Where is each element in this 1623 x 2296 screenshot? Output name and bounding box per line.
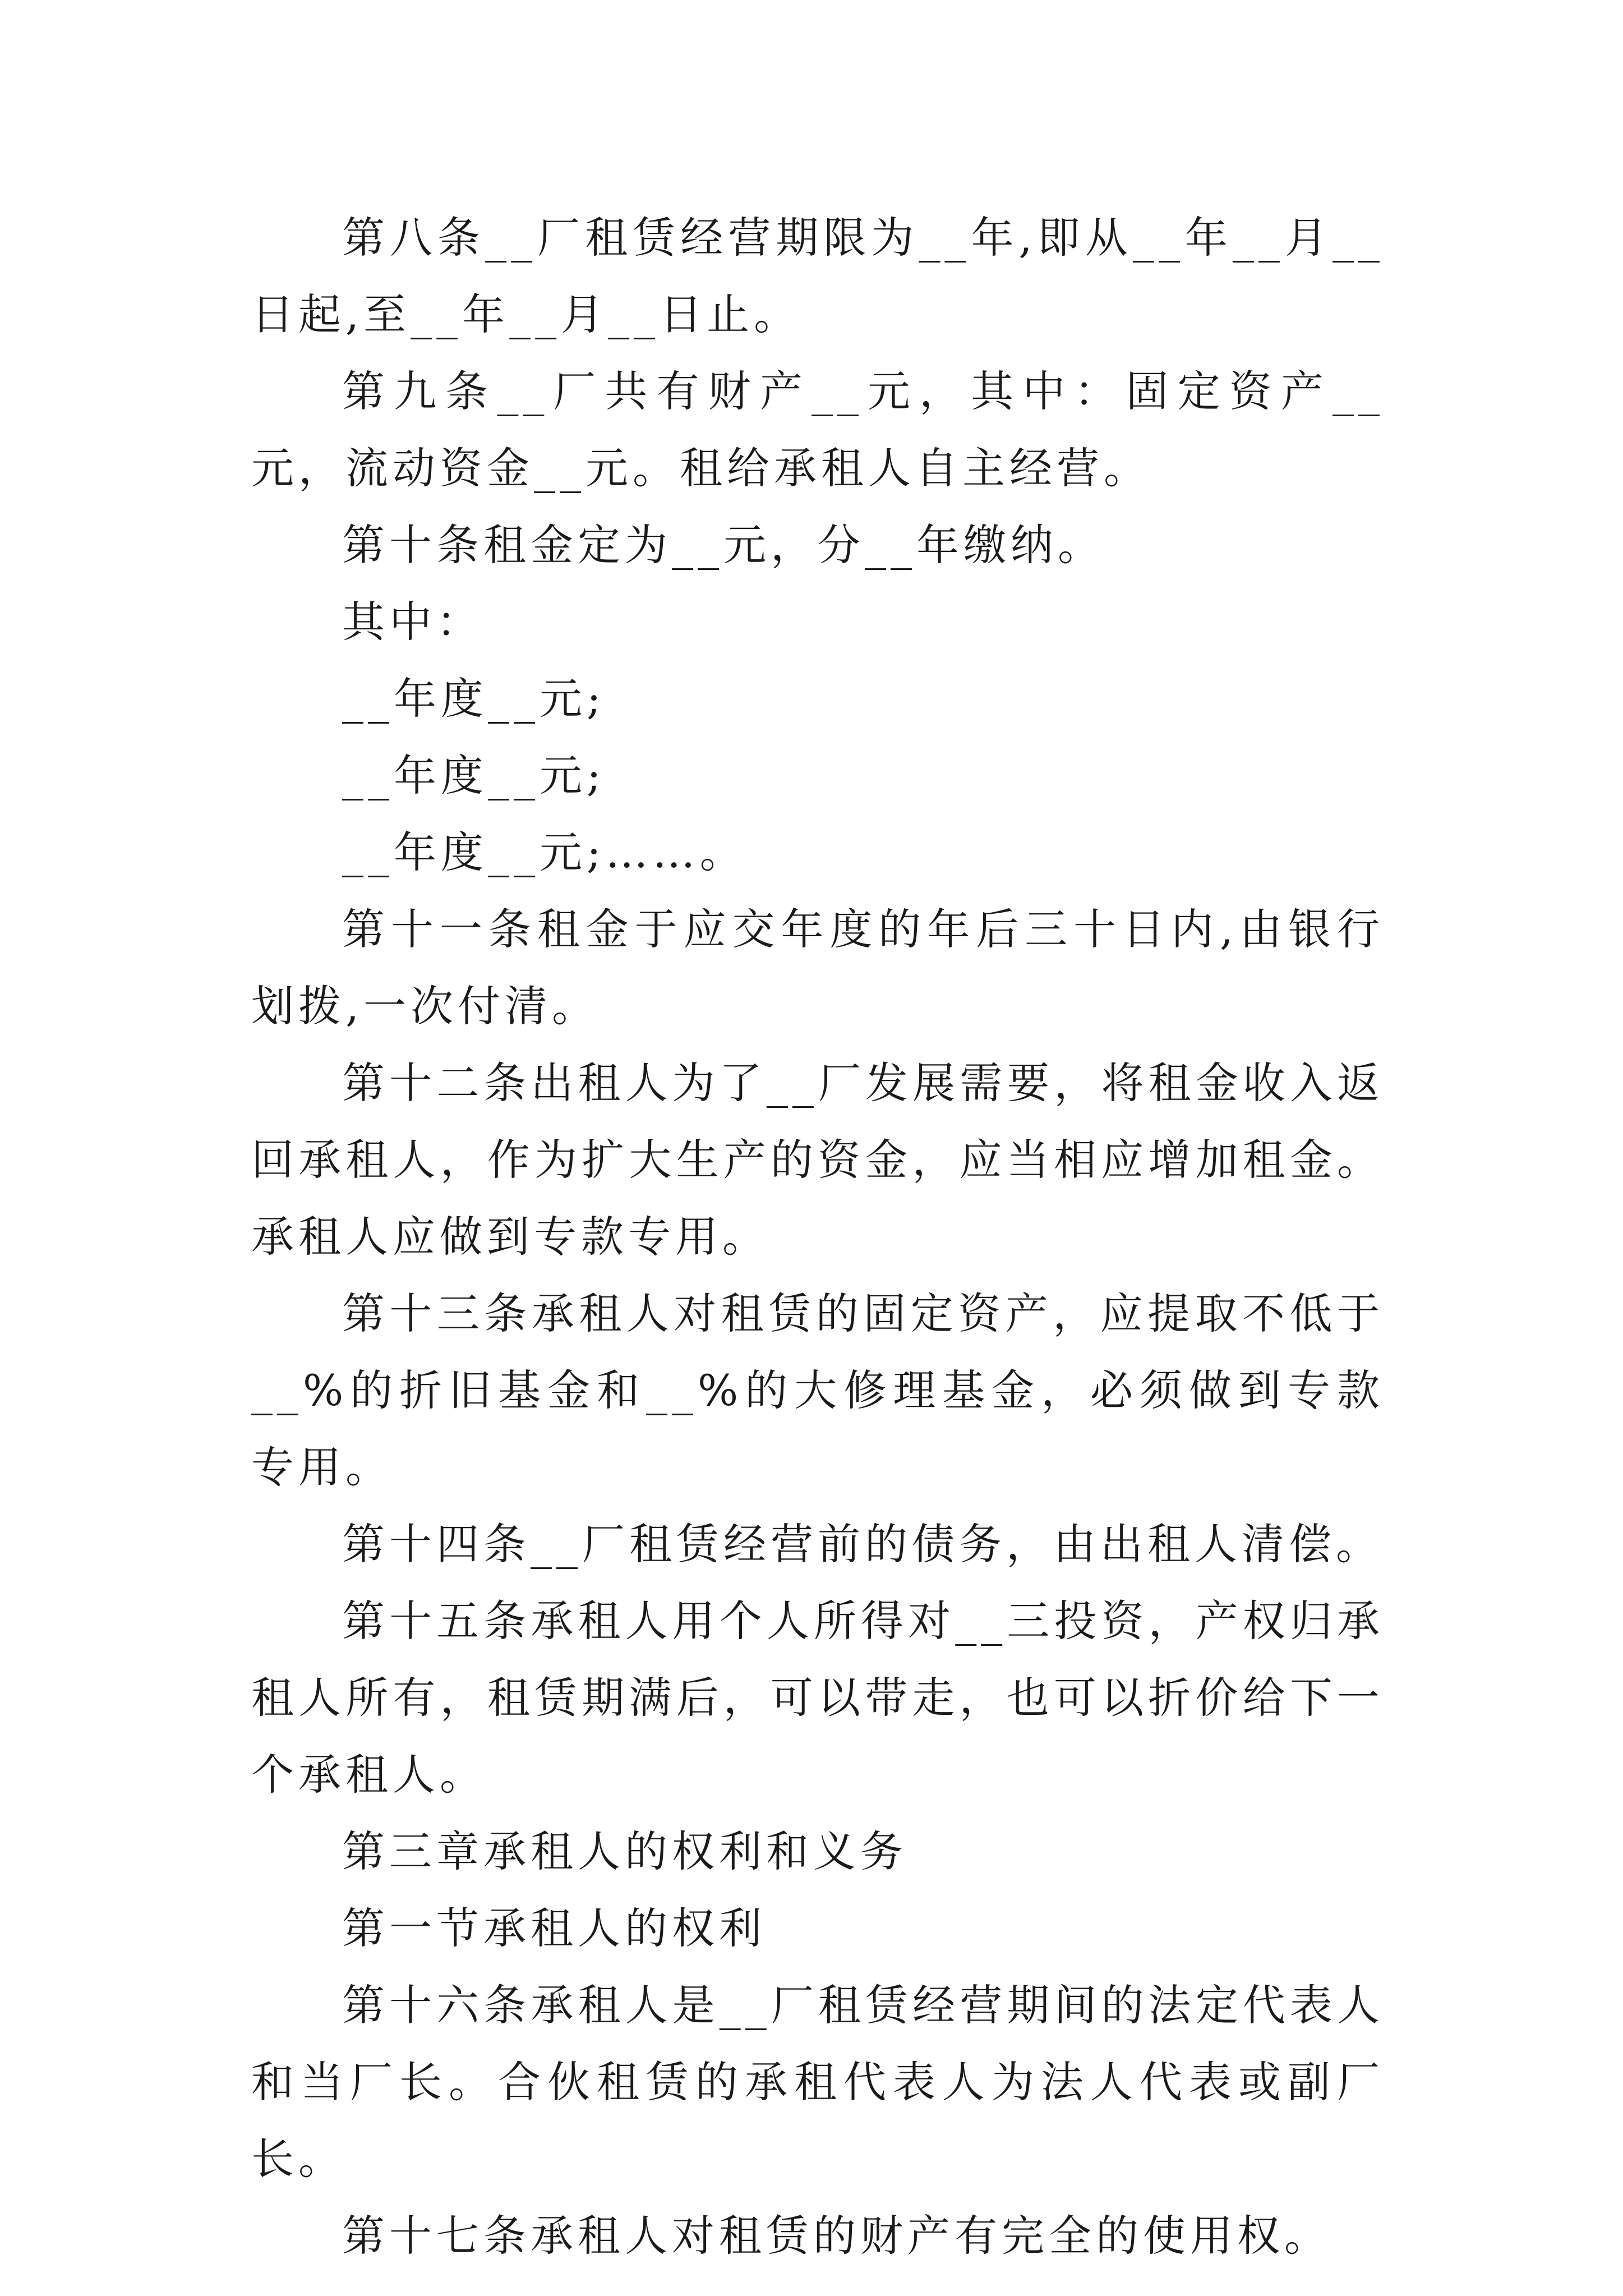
article-15-paragraph: 第十五条承租人用个人所得对__三投资，产权归承租人所有，租赁期满后，可以带走，也可以折价给下一个承租人。 [251,1596,1384,1800]
article-16-paragraph: 第十六条承租人是__厂租赁经营期间的法定代表人和当厂长。合伙租赁的承租代表人为法人代表或副厂长。 [251,1980,1384,2184]
section-1-heading: 第一节承租人的权利 [342,1903,766,1953]
chapter-3-heading: 第三章承租人的权利和义务 [342,1826,907,1876]
article-11-paragraph: 第十一条租金于应交年度的年后三十日内,由银行划拨,一次付清。 [251,904,1384,1031]
rent-breakdown-intro: 其中： [342,597,483,647]
article-17-paragraph: 第十七条承租人对租赁的财产有完全的使用权。 [342,2211,1331,2261]
article-13-paragraph: 第十三条承租人对租赁的固定资产，应提取不低于__%的折旧基金和__%的大修理基金，必须做到专款专用。 [251,1289,1384,1492]
article-9-paragraph: 第九条__厂共有财产__元，其中：固定资产__元，流动资金__元。租给承租人自主经营。 [251,366,1384,493]
article-10-paragraph: 第十条租金定为__元，分__年缴纳。 [342,520,1105,570]
rent-year-line-3: __年度__元;……。 [342,827,747,877]
article-12-paragraph: 第十二条出租人为了__厂发展需要，将租金收入返回承租人，作为扩大生产的资金，应当相应增加租金。承租人应做到专款专用。 [251,1058,1384,1262]
rent-year-line-2: __年度__元; [342,751,606,800]
rent-year-line-1: __年度__元; [342,674,606,724]
article-8-paragraph: 第八条__厂租赁经营期限为__年,即从__年__月__日起,至__年__月__日止。 [251,213,1384,339]
article-14-paragraph: 第十四条__厂租赁经营前的债务，由出租人清偿。 [342,1519,1383,1569]
document-body [251,199,1384,2274]
